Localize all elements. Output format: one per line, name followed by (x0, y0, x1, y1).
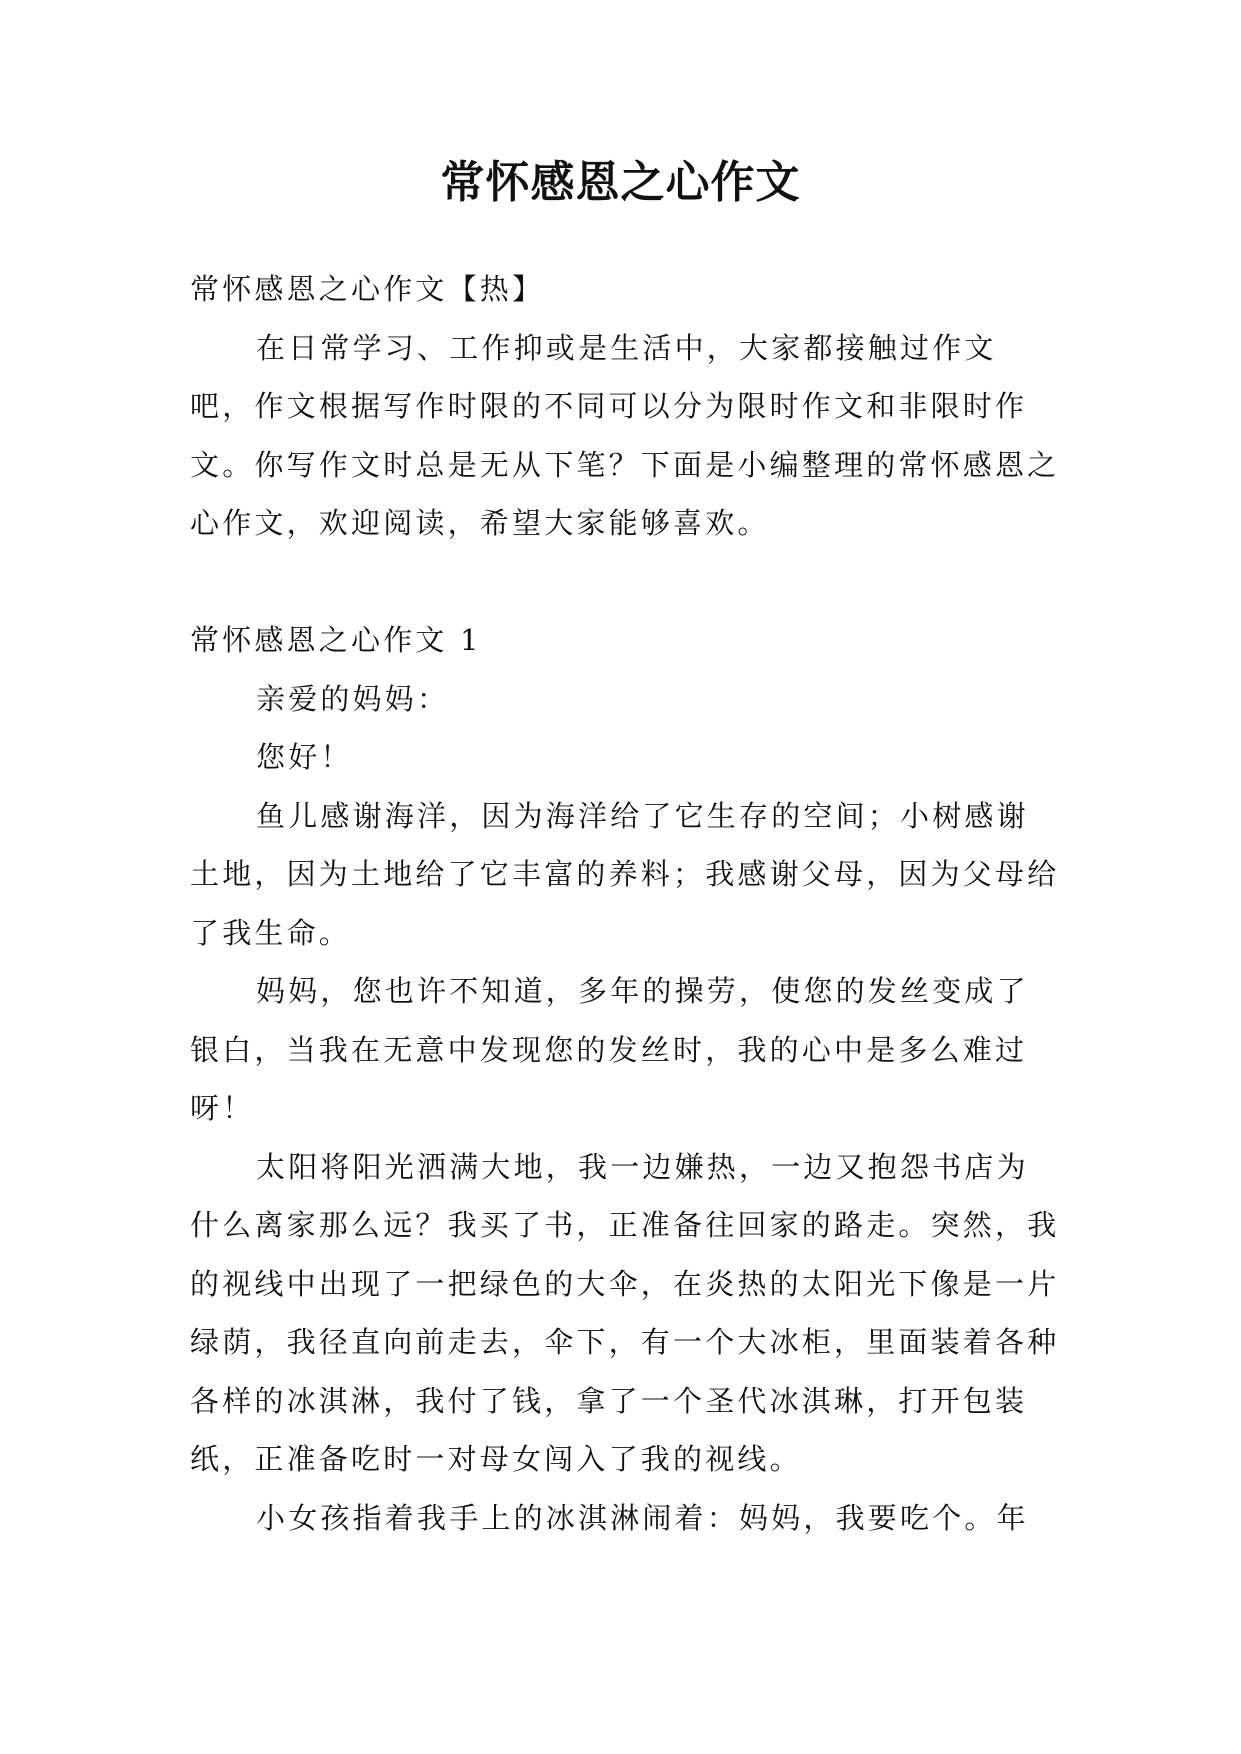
section-spacer (190, 553, 1060, 612)
document-body (190, 260, 1060, 1547)
page-title: 常怀感恩之心作文 (440, 157, 801, 208)
essay-paragraph: 小女孩指着我手上的冰淇淋闹着：妈妈，我要吃个。年 (256, 1500, 1029, 1535)
intro-paragraph: 在日常学习、工作抑或是生活中，大家都接触过作文吧，作文根据写作时限的不同可以分为限时作文和非限时作文。你写作文时总是无从下笔？下面是小编整理的常怀感恩之心作文，欢迎阅读，希望大家能够喜欢。 (190, 330, 1060, 540)
essay-paragraph: 妈妈，您也许不知道，多年的操劳，使您的发丝变成了银白，当我在无意中发现您的发丝时，我的心中是多么难过呀！ (190, 974, 1029, 1125)
salutation: 亲爱的妈妈： (256, 681, 450, 716)
intro-heading: 常怀感恩之心作文【热】 (190, 272, 545, 306)
essay-paragraph: 太阳将阳光洒满大地，我一边嫌热，一边又抱怨书店为什么离家那么远？我买了书，正准备往回家的路走。突然，我的视线中出现了一把绿色的大伞，在炎热的太阳光下像是一片绿荫，我径直向前走去，伞下，有一个大冰柜，里面装着各种各样的冰淇淋，我付了钱，拿了一个圣代冰淇琳，打开包装纸，正准备吃时一对母女闯入了我的视线。 (190, 1149, 1060, 1476)
essay-heading: 常怀感恩之心作文 1 (190, 623, 482, 657)
essay-paragraph: 鱼儿感谢海洋，因为海洋给了它生存的空间；小树感谢土地，因为土地给了它丰富的养料；我感谢父母，因为父母给了我生命。 (190, 798, 1060, 950)
greeting: 您好！ (256, 740, 353, 774)
